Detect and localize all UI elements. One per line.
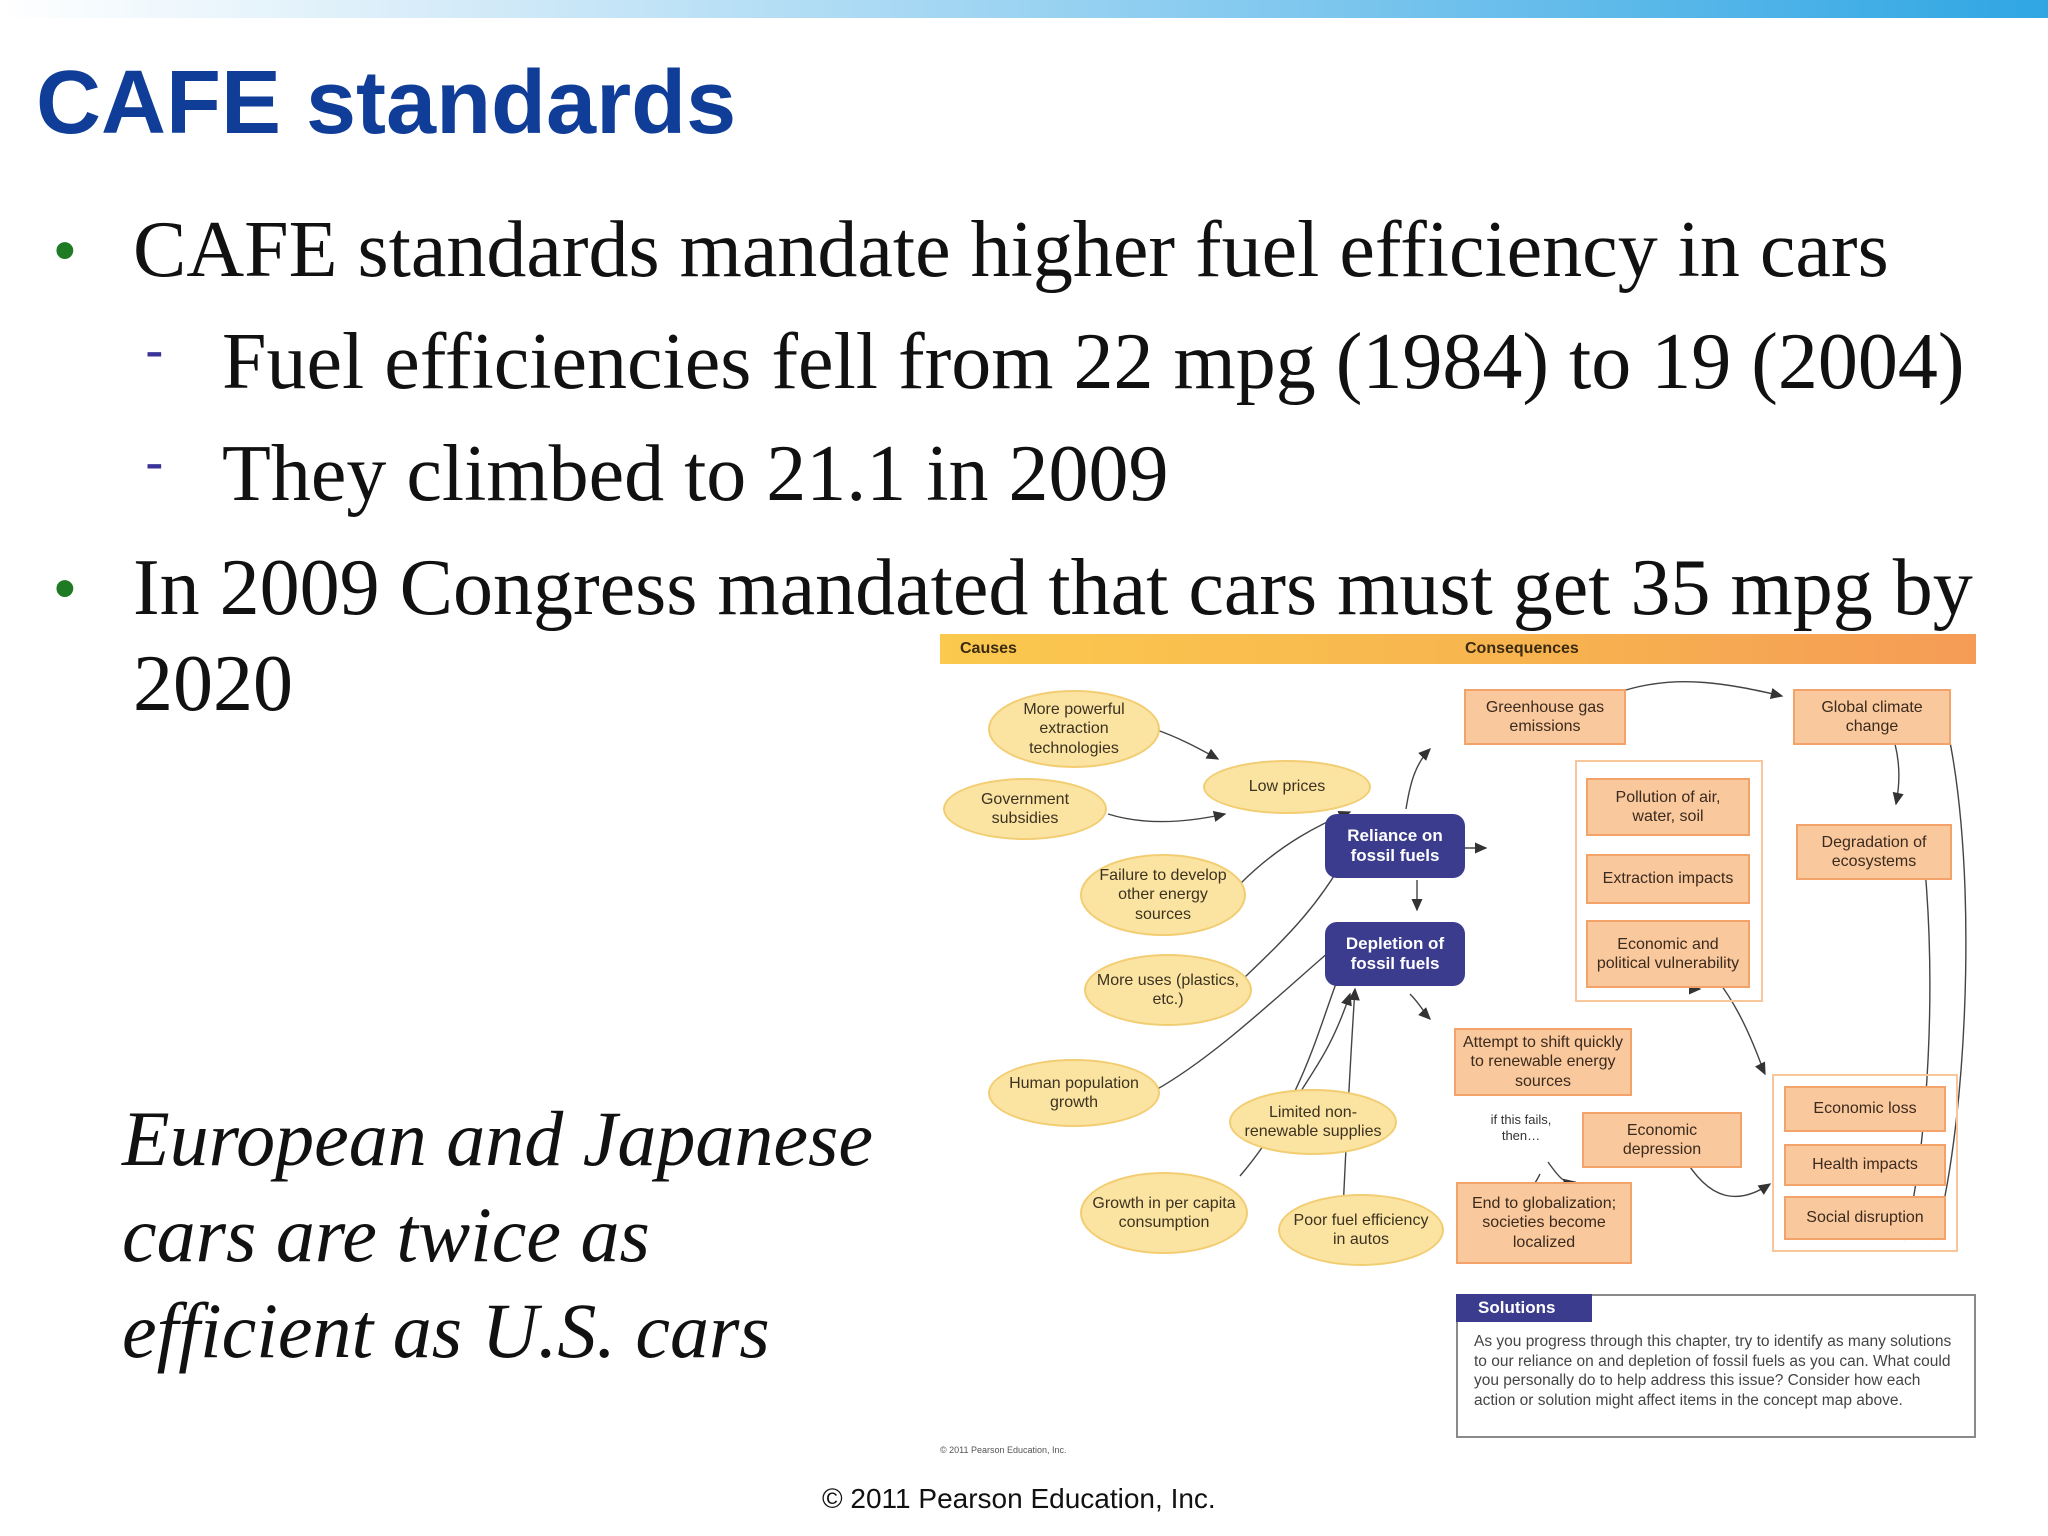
sub-bullet-1: Fuel efficiencies fell from 22 mpg (1984) to 19 (2004) xyxy=(222,318,1965,406)
consequence-climate-change: Global climate change xyxy=(1793,689,1951,745)
cause-low-prices: Low prices xyxy=(1203,760,1371,814)
cause-per-capita-consumption: Growth in per capita consumption xyxy=(1080,1172,1248,1254)
consequence-social-disruption: Social disruption xyxy=(1784,1196,1946,1240)
if-fails-label: if this fails, then… xyxy=(1490,1112,1552,1143)
note-line-1: European and Japanese xyxy=(122,1095,873,1182)
cause-limited-supplies: Limited non-renewable supplies xyxy=(1229,1089,1397,1155)
core-reliance-fossil-fuels: Reliance on fossil fuels xyxy=(1325,814,1465,878)
consequence-shift-renewables: Attempt to shift quickly to renewable energy sources xyxy=(1454,1028,1632,1096)
bullet-marker: • xyxy=(54,554,76,623)
consequence-end-globalization: End to globalization; societies become localized xyxy=(1456,1182,1632,1264)
consequence-economic-depression: Economic depression xyxy=(1582,1112,1742,1168)
core-depletion-fossil-fuels: Depletion of fossil fuels xyxy=(1325,922,1465,986)
bullet-marker: • xyxy=(54,216,76,285)
dash-marker: - xyxy=(145,430,164,493)
consequence-economic-loss: Economic loss xyxy=(1784,1086,1946,1132)
cause-government-subsidies: Government subsidies xyxy=(943,778,1107,840)
cause-population-growth: Human population growth xyxy=(988,1059,1160,1127)
dash-marker: - xyxy=(145,318,164,381)
concept-map-figure xyxy=(940,634,1976,1456)
solutions-box xyxy=(1456,1294,1976,1438)
solutions-label: Solutions xyxy=(1456,1294,1592,1322)
bullet-2: In 2009 Congress mandated that cars must get 35 mpg by xyxy=(133,544,1973,632)
consequence-extraction-impacts: Extraction impacts xyxy=(1586,854,1750,904)
slide-title: CAFE standards xyxy=(36,53,737,153)
consequence-economic-political-vulnerability: Economic and political vulnerability xyxy=(1586,920,1750,988)
consequence-pollution: Pollution of air, water, soil xyxy=(1586,778,1750,836)
cause-failure-other-sources: Failure to develop other energy sources xyxy=(1080,854,1246,936)
cause-poor-fuel-efficiency: Poor fuel efficiency in autos xyxy=(1278,1194,1444,1266)
consequence-greenhouse-gas: Greenhouse gas emissions xyxy=(1464,689,1626,745)
bullet-1: CAFE standards mandate higher fuel efficiency in cars xyxy=(133,206,1889,294)
consequence-health-impacts: Health impacts xyxy=(1784,1144,1946,1186)
cause-more-uses: More uses (plastics, etc.) xyxy=(1084,954,1252,1026)
figure-copyright: © 2011 Pearson Education, Inc. xyxy=(940,1445,1067,1455)
sub-bullet-2: They climbed to 21.1 in 2009 xyxy=(222,430,1169,518)
cause-extraction-technologies: More powerful extraction technologies xyxy=(988,690,1160,768)
note-line-2: cars are twice as xyxy=(122,1191,650,1278)
causes-header: Causes xyxy=(960,640,1017,657)
consequences-header: Consequences xyxy=(1465,640,1579,657)
slide-copyright: © 2011 Pearson Education, Inc. xyxy=(822,1483,1216,1514)
note-line-3: efficient as U.S. cars xyxy=(122,1287,770,1374)
bullet-2-continuation: 2020 xyxy=(133,640,293,728)
solutions-text: As you progress through this chapter, try to identify as many solutions to our reliance on and depletion of fossil fuels as you can. What could you personally do to help address this issue? Consider how each action or solution might affect items in the concept map above. xyxy=(1474,1333,1952,1410)
consequence-ecosystem-degradation: Degradation of ecosystems xyxy=(1796,824,1952,880)
top-accent-bar xyxy=(0,0,2048,18)
